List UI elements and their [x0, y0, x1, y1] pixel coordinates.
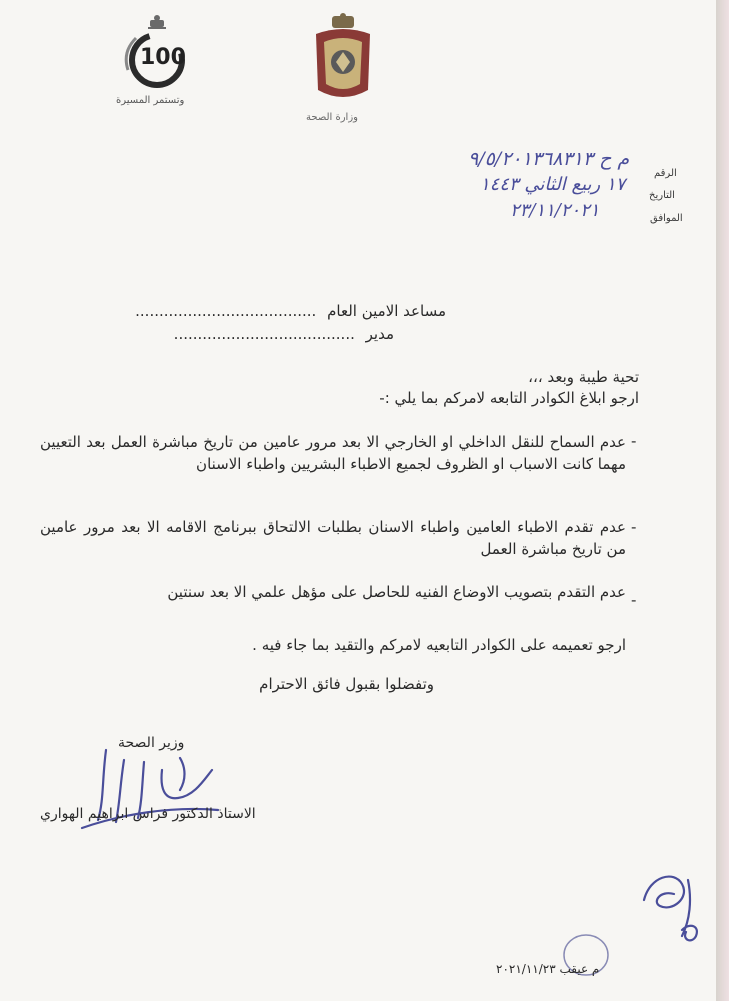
reference-number-label: الرقم	[654, 168, 677, 179]
intro-line: ارجو ابلاغ الكوادر التابعه لامركم بما يلي :-	[379, 389, 639, 407]
footer-stamp-label: م عيقب	[559, 962, 600, 976]
closing-line: وتفضلوا بقبول فائق الاحترام	[259, 675, 434, 693]
recipient-2-dots: ......................................	[173, 325, 355, 343]
bullet-1: -	[631, 432, 637, 450]
footer-stamp-date: ٢٠٢١/١١/٢٣	[496, 962, 556, 976]
reference-corresponding-value: ٢٣/١١/٢٠٢١	[510, 200, 600, 221]
recipient-line-2	[174, 325, 394, 343]
greeting: تحية طيبة وبعد ،،،	[528, 368, 639, 386]
ministry-name: وزارة الصحة	[306, 112, 358, 123]
item-2: عدم تقدم الاطباء العامين واطباء الاسنان بطلبات الالتحاق ببرنامج الاقامه الا بعد مرور عامين من تاريخ مباشرة العمل	[40, 518, 626, 558]
initials-scribble	[630, 860, 710, 950]
bullet-3: -	[631, 591, 637, 609]
reference-corresponding-label: الموافق	[650, 213, 683, 224]
item-3: عدم التقدم بتصويب الاوضاع الفنيه للحاصل على مؤهل علمي الا بعد سنتين	[167, 583, 626, 601]
recipient-1-title: مساعد الامين العام	[327, 302, 446, 320]
reference-number-value: م ح ٩/٥/٢٠١٣٦٨٣١٣	[468, 148, 630, 170]
centenary-slogan: وتستمر المسيرة	[116, 95, 185, 106]
reference-date-label: التاريخ	[649, 190, 675, 201]
request-line: ارجو تعميمه على الكوادر التابعيه لامركم والتقيد بما جاء فيه .	[252, 636, 626, 654]
crown-icon	[148, 15, 166, 29]
signatory-position: وزير الصحة	[118, 735, 185, 751]
centenary-number: 100	[140, 45, 186, 70]
recipient-1-dots: ......................................	[135, 302, 317, 320]
signatory-name: الاستاذ الدكتور فراس ابراهيم الهواري	[40, 806, 256, 822]
bullet-2: -	[631, 518, 637, 536]
paper-edge	[716, 0, 729, 1001]
recipient-2-title: مدير	[365, 325, 394, 343]
coat-of-arms-icon	[310, 12, 376, 110]
recipient-line-1	[135, 302, 446, 320]
item-1: عدم السماح للنقل الداخلي او الخارجي الا بعد مرور عامين من تاريخ مباشرة العمل بعد التعيين مهما كانت الاسباب او الظروف لجميع الاطباء البشريين واطباء الاسنان	[40, 433, 626, 473]
reference-date-value: ١٧ ربيع الثاني ١٤٤٣	[480, 174, 626, 195]
footer-stamp	[496, 962, 599, 976]
